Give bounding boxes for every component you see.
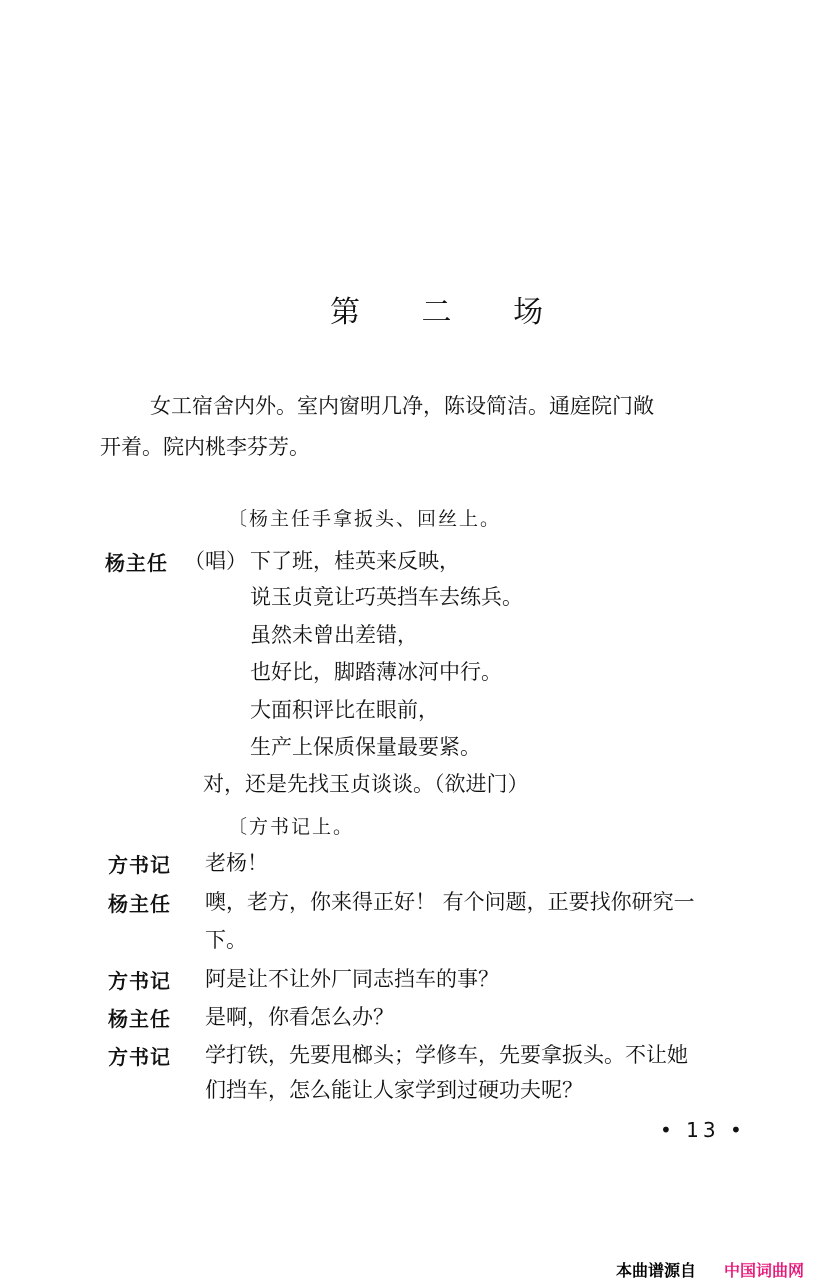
dialogue-line: 老杨！ [205,851,268,875]
stage-direction: 〔杨主任手拿扳头、回丝上。 [228,508,502,530]
speaker-label: 方书记 [108,969,171,993]
verse-line: 下了班，桂英来反映， [250,549,460,573]
speaker-label: 方书记 [108,853,171,877]
dialogue-line: 噢，老方，你来得正好！ 有个问题，正要找你研究一 [205,890,695,914]
verse-line: 生产上保质保量最要紧。 [250,735,481,759]
speaker-label: 杨主任 [108,1007,171,1031]
footer-site-link[interactable]: 中国词曲网 [724,1261,805,1280]
scene-title: 第 二 场 [330,295,570,330]
dialogue-line: 是啊，你看怎么办？ [205,1005,394,1029]
verse-line: 虽然未曾出差错， [250,623,418,647]
verse-line: 也好比，脚踏薄冰河中行。 [250,660,502,684]
dialogue-line: 下。 [205,928,247,952]
speaker-label: 方书记 [108,1045,171,1069]
stage-direction: 〔方书记上。 [228,816,355,838]
dialogue-line: 们挡车，怎么能让人家学到过硬功夫呢？ [205,1078,583,1102]
verse-line: 说玉贞竟让巧英挡车去练兵。 [250,585,523,609]
dialogue-line: 学打铁，先要甩榔头；学修车，先要拿扳头。不让她 [205,1043,688,1067]
page-number: • 13 • [660,1118,746,1142]
singing-marker: （唱） [184,549,247,573]
speaker-label: 杨主任 [105,551,168,575]
verse-line: 大面积评比在眼前， [250,698,439,722]
spoken-line: 对，还是先找玉贞谈谈。（欲进门） [203,772,529,796]
speaker-label: 杨主任 [108,892,171,916]
footer-source-label: 本曲谱源自 [616,1261,697,1280]
dialogue-line: 阿是让不让外厂同志挡车的事？ [205,967,499,991]
setting-line: 开着。院内桃李芬芳。 [100,435,310,459]
setting-line: 女工宿舍内外。室内窗明几净，陈设简洁。通庭院门敞 [150,394,654,418]
